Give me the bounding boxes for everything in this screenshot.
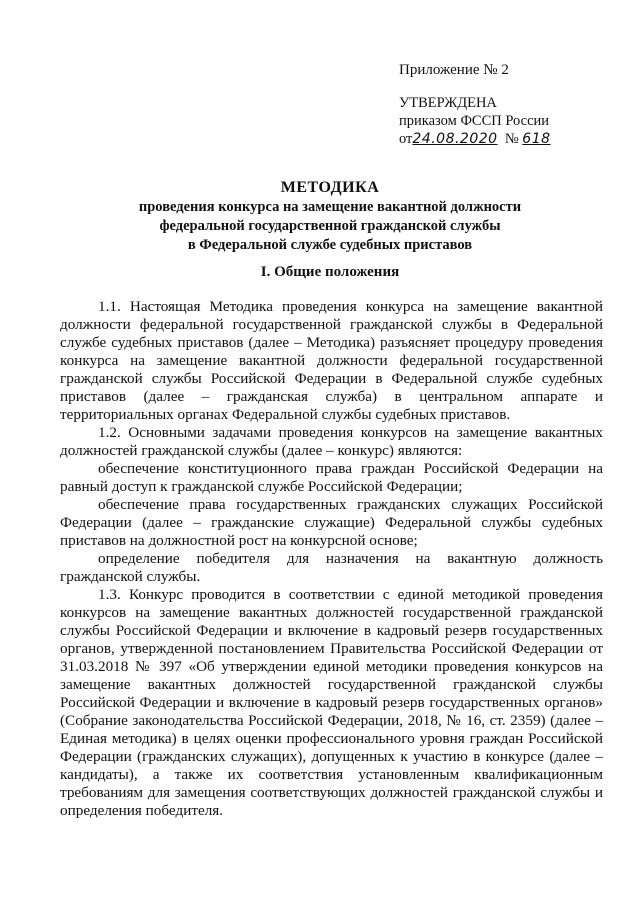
- handwritten-number: 618: [522, 131, 551, 147]
- order-reference: приказом ФССП России: [399, 113, 550, 129]
- list-item-equal-access: обеспечение конституционного права граждан Российской Федерации на равный доступ к гражданской службе Российской Федерации;: [60, 460, 603, 495]
- title-main: МЕТОДИКА: [280, 179, 380, 196]
- list-item-winner: определение победителя для назначения на вакантную должность гражданской службы.: [60, 550, 603, 585]
- paragraph-1-3: 1.3. Конкурс проводится в соответствии с единой методикой проведения конкурсов на замещение вакантных должностей государственной гражданской службы Российской Федерации и включение в кадровый резерв государственных органов, утвержденной постановлением Правительства Российской Федерации от 31.03.2018 № 397 «Об утверждении единой методики проведения конкурсов на замещение вакантных должностей государственной гражданской службы Российской Федерации и включение в кадровый резерв государственных органов» (Собрание законодательства Российской Федерации, 2018, № 16, ст. 2359) (далее – Единая методика) в целях оценки профессионального уровня граждан Российской Федерации (гражданских служащих), допущенных к участию в конкурсе (далее – кандидаты), а также их соответствия установленным квалификационным требованиям для замещения соответствующих должностей гражданской службы и определения победителя.: [60, 586, 603, 819]
- number-prefix: №: [504, 131, 519, 147]
- date-prefix: от: [399, 131, 413, 147]
- paragraph-1-1: 1.1. Настоящая Методика проведения конкурса на замещение вакантной должности федеральной государственной гражданской службы в Федеральной службе судебных приставов (далее – Методика) разъясняет процедуру проведения конкурса на замещение вакантной должности федеральной государственной гражданской службы Российской Федерации в Федеральной службе судебных приставов (далее – гражданская служба) в центральном аппарате и территориальных органах Федеральной службы судебных приставов.: [60, 298, 603, 423]
- appendix-label: Приложение № 2: [399, 62, 509, 78]
- paragraph-1-2: 1.2. Основными задачами проведения конкурсов на замещение вакантных должностей гражданской службы (далее – конкурс) являются:: [60, 424, 603, 459]
- document-body: [60, 298, 603, 820]
- section-heading: I. Общие положения: [260, 264, 400, 280]
- document-title: [60, 178, 600, 255]
- title-line-2: федеральной государственной гражданской службы: [159, 218, 501, 234]
- approval-block: [399, 94, 551, 148]
- approved-label: УТВЕРЖДЕНА: [399, 95, 497, 111]
- title-line-3: в Федеральной службе судебных приставов: [187, 237, 473, 253]
- title-line-1: проведения конкурса на замещение вакантной должности: [138, 199, 522, 215]
- list-item-career-growth: обеспечение права государственных гражданских служащих Российской Федерации (далее – гражданские служащие) Федеральной службы судебных приставов на должностной рост на конкурсной основе;: [60, 496, 603, 549]
- handwritten-date: 24.08.2020: [412, 131, 498, 147]
- order-date-line: [399, 130, 551, 148]
